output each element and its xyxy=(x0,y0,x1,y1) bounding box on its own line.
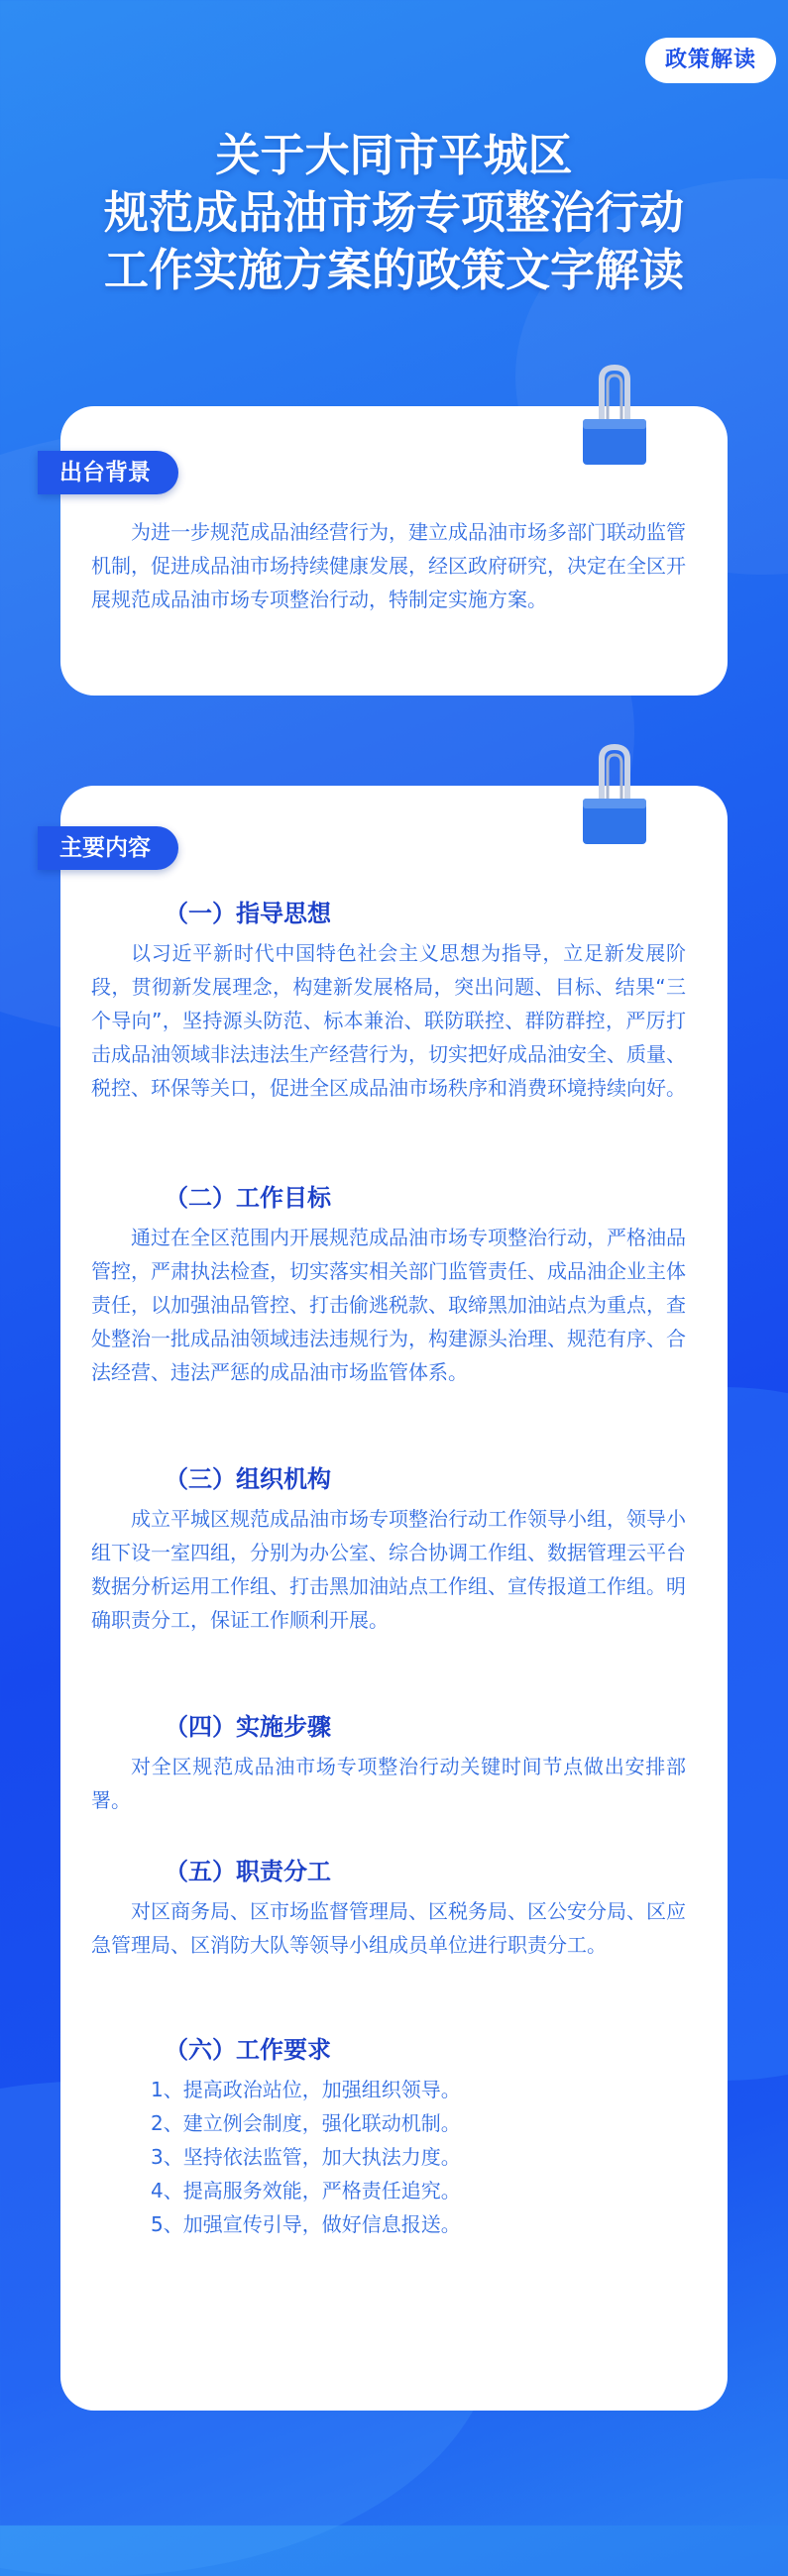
section-text: 对全区规范成品油市场专项整治行动关键时间节点做出安排部署。 xyxy=(91,1755,686,1812)
section-text: 以习近平新时代中国特色社会主义思想为指导，立足新发展阶段，贯彻新发展理念，构建新发展格局，突出问题、目标、结果“三个导向”，坚持源头防范、标本兼治、联防联控、群防群控，严厉打击成品油领域非法违法生产经营行为，切实把好成品油安全、质量、税控、环保等关口，促进全区成品油市场秩序和消费环境持续向好。 xyxy=(91,941,686,1100)
requirements-list xyxy=(151,2073,686,2241)
list-item: 2、建立例会制度，强化联动机制。 xyxy=(151,2111,461,2135)
title-line: 规范成品油市场专项整治行动 xyxy=(103,186,684,239)
list-item: 3、坚持依法监管，加大执法力度。 xyxy=(151,2145,461,2169)
section-heading: （五）职责分工 xyxy=(165,1858,331,1885)
list-item: 4、提高服务效能，严格责任追究。 xyxy=(151,2179,461,2202)
section-heading: （六）工作要求 xyxy=(165,2036,331,2064)
policy-interpretation-tag: 政策解读 xyxy=(645,38,776,83)
background-label: 出台背景 xyxy=(38,451,178,494)
section-text: 通过在全区范围内开展规范成品油市场专项整治行动，严格油品管控，严肃执法检查，切实落实相关部门监管责任、成品油企业主体责任，以加强油品管控、打击偷逃税款、取缔黑加油站点为重点，查处整治一批成品油领域违法违规行为，构建源头治理、规范有序、合法经营、违法严惩的成品油市场监管体系。 xyxy=(91,1226,686,1384)
section-text: 成立平城区规范成品油市场专项整治行动工作领导小组，领导小组下设一室四组，分别为办公室、综合协调工作组、数据管理云平台数据分析运用工作组、打击黑加油站点工作组、宣传报道工作组。明确职责分工，保证工作顺利开展。 xyxy=(91,1507,686,1632)
title-line: 关于大同市平城区 xyxy=(215,129,573,181)
section-heading: （三）组织机构 xyxy=(165,1465,331,1493)
list-item: 1、提高政治站位，加强组织领导。 xyxy=(151,2078,461,2101)
main-content-label: 主要内容 xyxy=(38,826,178,870)
title-line: 工作实施方案的政策文字解读 xyxy=(103,244,684,296)
section-text: 对区商务局、区市场监督管理局、区税务局、区公安分局、区应急管理局、区消防大队等领导小组成员单位进行职责分工。 xyxy=(91,1899,686,1957)
section-heading: （四）实施步骤 xyxy=(165,1713,331,1741)
section-heading: （一）指导思想 xyxy=(165,900,331,927)
page-title xyxy=(0,127,788,299)
background-text: 为进一步规范成品油经营行为，建立成品油市场多部门联动监管机制，促进成品油市场持续健康发展，经区政府研究，决定在全区开展规范成品油市场专项整治行动，特制定实施方案。 xyxy=(91,520,686,611)
binder-clip-icon xyxy=(580,741,649,850)
list-item: 5、加强宣传引导，做好信息报送。 xyxy=(151,2212,461,2236)
section-heading: （二）工作目标 xyxy=(165,1184,331,1212)
binder-clip-icon xyxy=(580,362,649,471)
